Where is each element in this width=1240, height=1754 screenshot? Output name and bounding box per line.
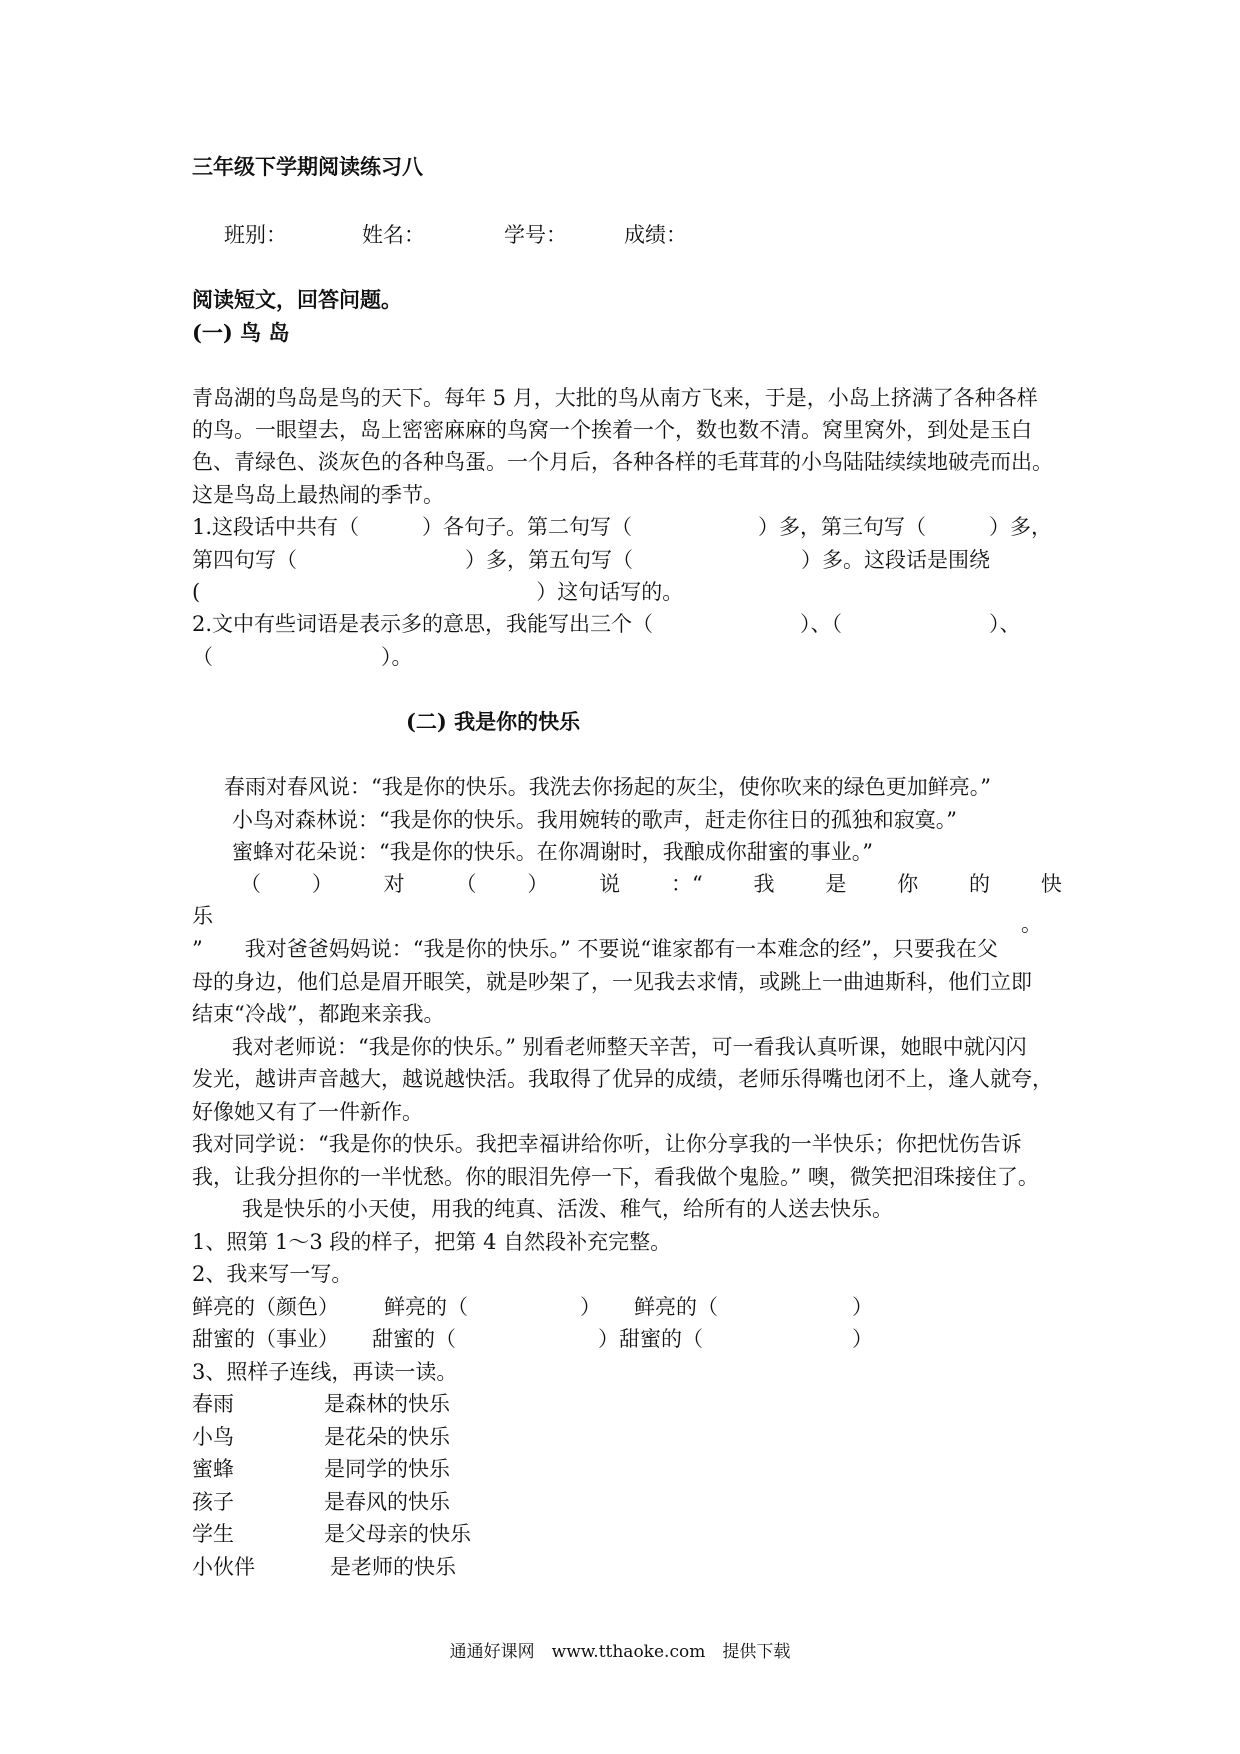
section2-paragraph: 发光，越讲声音越大，越说越快活。我取得了优异的成绩，老师乐得嘴也闭不上，逢人就夸，: [192, 1067, 1053, 1091]
section2-paragraph: 我，让我分担你的一半忧愁。你的眼泪先停一下，看我做个鬼脸。” 噢，微笑把泪珠接住了。: [192, 1165, 1039, 1189]
page-footer: 通通好课网 www.tthaoke.com 提供下载: [449, 1642, 791, 1662]
section2-paragraph: 好像她又有了一件新作。: [192, 1100, 423, 1124]
fill-token: 我: [753, 872, 775, 896]
fill-token: 。: [1021, 912, 1042, 936]
section2-paragraph: 我是快乐的小天使，用我的纯真、活泼、稚气，给所有的人送去快乐。: [242, 1197, 893, 1221]
match-right: 是同学的快乐: [324, 1457, 450, 1481]
fill-token: 快: [1040, 872, 1062, 896]
fill-token: ：“: [670, 872, 703, 896]
fill-token: 对: [383, 872, 405, 896]
word-blank-end: ）: [580, 1295, 601, 1319]
section2-paragraph: 我对老师说：“我是你的快乐。” 别看老师整天辛苦，可一看我认真听课，她眼中就闪闪: [232, 1035, 1027, 1059]
section2-paragraph: ” 我对爸爸妈妈说：“我是你的快乐。” 不要说“谁家都有一本难念的经”，只要我在父: [192, 937, 998, 961]
word-blank: 鲜亮的（: [634, 1295, 718, 1319]
class-label: 班别：: [224, 223, 287, 247]
section2-paragraph: 母的身边，他们总是眉开眼笑，就是吵架了，一见我去求情，或跳上一曲迪斯科，他们立即: [192, 970, 1032, 994]
section1-question2: 2.文中有些词语是表示多的意思，我能写出三个（ ）、（ ）、: [192, 612, 1021, 636]
fill-token: 的: [969, 872, 991, 896]
word-blank: ）甜蜜的（: [598, 1327, 703, 1351]
page-title: 三年级下学期阅读练习八: [192, 154, 423, 179]
section1-question2: （ ）。: [192, 645, 413, 669]
match-right: 是春风的快乐: [324, 1490, 450, 1514]
word-blank: 甜蜜的（: [372, 1327, 456, 1351]
section1-passage-line: 青岛湖的鸟岛是鸟的天下。每年 5 月，大批的鸟从南方飞来，于是，小岛上挤满了各种各样: [192, 386, 1038, 410]
fill-in-paragraph-end: [192, 900, 1062, 936]
section2-paragraph: 小鸟对森林说：“我是你的快乐。我用婉转的歌声，赶走你往日的孤独和寂寞。”: [232, 808, 957, 832]
section2-paragraph: 我对同学说：“我是你的快乐。我把幸福讲给你听，让你分享我的一半快乐；你把忧伤告诉: [192, 1132, 1022, 1156]
section1-question1: 1.这段话中共有（ ）各句子。第二句写（ ）多，第三句写（ ）多，: [192, 515, 1053, 539]
fill-token: 是: [825, 872, 847, 896]
section2-paragraph: 蜜蜂对花朵说：“我是你的快乐。在你凋谢时，我酿成你甜蜜的事业。”: [232, 840, 873, 864]
match-right: 是花朵的快乐: [324, 1425, 450, 1449]
name-label: 姓名：: [362, 223, 425, 247]
fill-token: 你: [897, 872, 919, 896]
score-label: 成绩：: [624, 223, 687, 247]
match-left: 孩子: [192, 1490, 234, 1514]
section2-question1: 1、照第 1～3 段的样子，把第 4 自然段补充完整。: [192, 1230, 672, 1254]
match-right: 是森林的快乐: [324, 1392, 450, 1416]
word-blank-end: ）: [852, 1327, 873, 1351]
instruction: 阅读短文，回答问题。: [192, 287, 402, 312]
match-left: 蜜蜂: [192, 1457, 234, 1481]
fill-token: （: [240, 872, 261, 896]
match-left: 小伙伴: [192, 1555, 255, 1579]
match-right: 是老师的快乐: [330, 1555, 456, 1579]
fill-token: ）: [527, 872, 549, 896]
word-blank: 鲜亮的（: [384, 1295, 468, 1319]
word-example: 甜蜜的（事业）: [192, 1327, 339, 1351]
section1-passage-line: 色、青绿色、淡灰色的各种鸟蛋。一个月后，各种各样的毛茸茸的小鸟陆陆续续地破壳而出。: [192, 450, 1053, 474]
section2-paragraph: 结束“冷战”，都跑来亲我。: [192, 1002, 445, 1026]
word-blank-end: ）: [852, 1295, 873, 1319]
section1-passage-line: 这是鸟岛上最热闹的季节。: [192, 483, 444, 507]
fill-token: （: [455, 872, 477, 896]
fill-token: 说: [599, 872, 621, 896]
section1-passage-line: 的鸟。一眼望去，岛上密密麻麻的鸟窝一个挨着一个，数也数不清。窝里窝外，到处是玉白: [192, 418, 1032, 442]
match-right: 是父母亲的快乐: [324, 1522, 471, 1546]
match-left: 小鸟: [192, 1425, 234, 1449]
match-left: 春雨: [192, 1392, 234, 1416]
section1-heading: (一) 鸟 岛: [192, 320, 290, 345]
section1-question1: ( ）这句话写的。: [192, 580, 684, 604]
section2-heading: (二) 我是你的快乐: [406, 709, 581, 734]
fill-in-paragraph: [192, 868, 1062, 900]
section2-question3: 3、照样子连线，再读一读。: [192, 1360, 458, 1384]
word-example: 鲜亮的（颜色）: [192, 1295, 339, 1319]
fill-token: 乐: [192, 904, 213, 928]
fill-token: ）: [311, 872, 333, 896]
match-left: 学生: [192, 1522, 234, 1546]
section1-question1: 第四句写（ ）多，第五句写（ ）多。这段话是围绕: [192, 548, 990, 572]
section2-question2: 2、我来写一写。: [192, 1262, 353, 1286]
section2-paragraph: 春雨对春风说：“我是你的快乐。我洗去你扬起的灰尘，使你吹来的绿色更加鲜亮。”: [224, 775, 991, 799]
number-label: 学号：: [504, 223, 567, 247]
